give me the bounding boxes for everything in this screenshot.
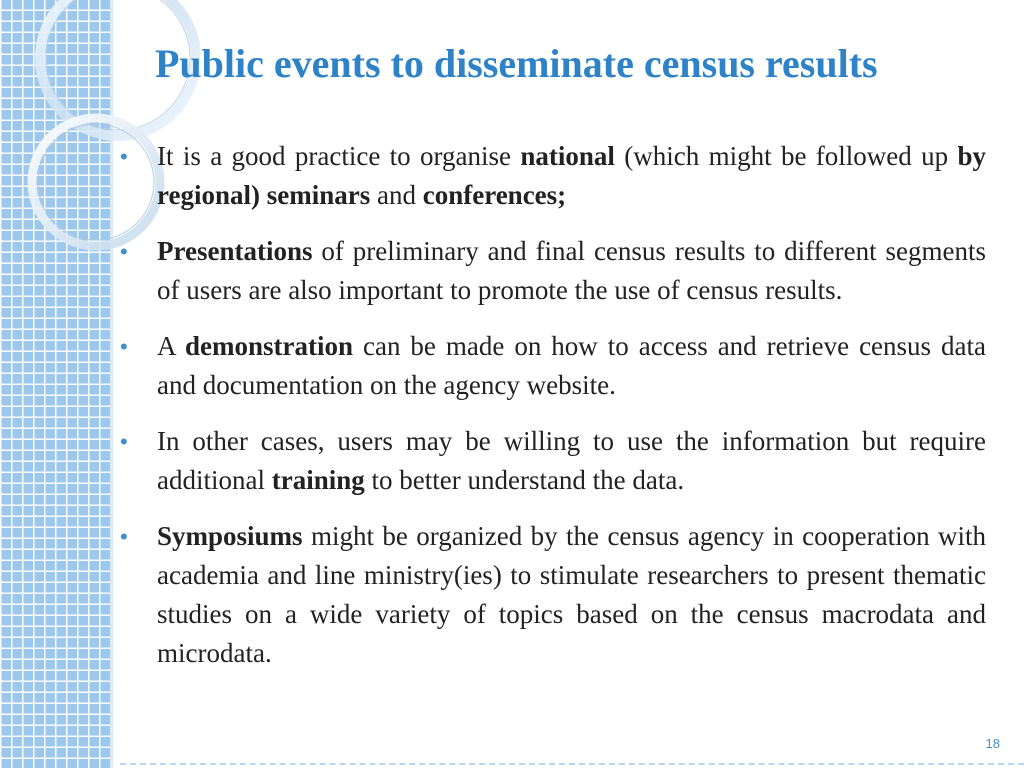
bullet-item bbox=[118, 232, 986, 310]
bullet-list bbox=[118, 137, 986, 690]
bullet-text: It is a good practice to organise bbox=[157, 141, 521, 171]
bullet-text: and bbox=[370, 180, 423, 210]
bullet-dot-icon: • bbox=[120, 334, 128, 359]
bullet-item bbox=[118, 137, 986, 215]
bullet-text: In other cases, users may be willing to use the information but require additional bbox=[157, 426, 986, 495]
bullet-text: of preliminary and final census results to different segments of users are also important to promote the use of census results. bbox=[157, 236, 986, 305]
bullet-text: might be organized by the census agency in cooperation with academia and line ministry(ies) to stimulate researchers to present thematic studies on a wide variety of topics based on the census macrodata and microdata. bbox=[157, 521, 986, 668]
bullet-emphasis-text: Presentations bbox=[157, 236, 313, 266]
bullet-dot-icon: • bbox=[120, 429, 128, 454]
bullet-emphasis-text: training bbox=[271, 465, 365, 495]
slide-title: Public events to disseminate census results bbox=[155, 41, 878, 86]
bullet-emphasis-text: conferences; bbox=[422, 180, 567, 210]
bullet-emphasis-text: demonstration bbox=[185, 331, 353, 361]
bullet-item bbox=[118, 422, 986, 500]
bullet-text: can be made on how to access and retrieve census data and documentation on the agency website. bbox=[157, 331, 987, 400]
page-number: 18 bbox=[985, 736, 1000, 751]
bullet-text: to better understand the data. bbox=[364, 465, 685, 495]
grid-background-strip bbox=[0, 0, 113, 768]
bottom-divider bbox=[120, 761, 1024, 765]
bullet-emphasis-text: national bbox=[520, 141, 615, 171]
bullet-emphasis-text: Symposiums bbox=[157, 521, 303, 551]
bullet-dot-icon: • bbox=[120, 524, 128, 549]
bullet-emphasis-text: by regional) seminars bbox=[157, 141, 986, 210]
bullet-text: (which might be followed up bbox=[614, 141, 958, 171]
bullet-text: A bbox=[157, 331, 185, 361]
bullet-dot-icon: • bbox=[120, 144, 128, 169]
bullet-item bbox=[118, 327, 986, 405]
bullet-item bbox=[118, 517, 986, 673]
bullet-dot-icon: • bbox=[120, 239, 128, 264]
